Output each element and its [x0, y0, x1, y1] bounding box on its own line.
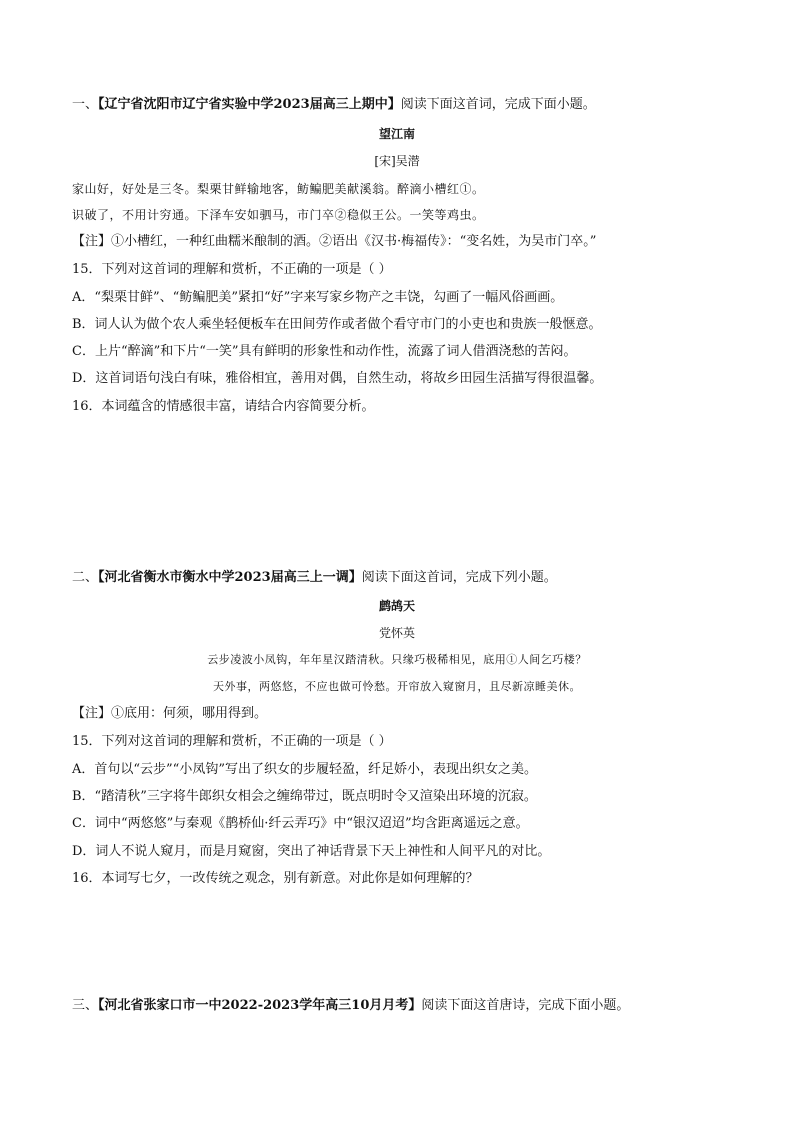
- poem-line: 天外事，两悠悠，不应也做可怜愁。开帘放入窥窗月，且尽新凉睡美休。: [213, 680, 581, 693]
- section-number: 一、: [72, 97, 99, 112]
- question-16: 16．本词蕴含的情感很丰富，请结合内容简要分析。: [72, 399, 375, 414]
- option-b: B．“踏清秋”三字将牛郎织女相会之缠绵带过，既点明时令又渲染出环境的沉寂。: [72, 789, 537, 804]
- poem-note: 【注】①底用：何须，哪用得到。: [72, 706, 268, 721]
- section-source: 【辽宁省沈阳市辽宁省实验中学2023届高三上期中】: [98, 97, 401, 112]
- option-c: C．上片“醉滴”和下片“一笑”具有鲜明的形象性和动作性，流露了词人借酒浇愁的苦闷。: [72, 344, 577, 359]
- poem-author: 党怀英: [378, 626, 415, 640]
- section-source: 【河北省张家口市一中2022-2023学年高三10月月考】: [98, 998, 422, 1013]
- section-instruction: 阅读下面这首唐诗，完成下面小题。: [421, 998, 630, 1013]
- poem-title: 望江南: [378, 127, 415, 141]
- question-15: 15．下列对这首词的理解和赏析，不正确的一项是（ ）: [72, 734, 392, 749]
- option-d: D．词人不说人窥月，而是月窥窗，突出了神话背景下天上神性和人间平凡的对比。: [72, 844, 551, 859]
- poem-line: 云步凌波小凤钩，年年星汉踏清秋。只缘巧极稀相见，底用①人间乞巧楼？: [207, 653, 587, 666]
- section-instruction: 阅读下面这首词，完成下列小题。: [361, 570, 557, 585]
- option-d: D．这首词语句浅白有味，雅俗相宜，善用对偶，自然生动，将故乡田园生活描写得很温馨。: [72, 371, 603, 386]
- question-15: 15．下列对这首词的理解和赏析，不正确的一项是（ ）: [72, 262, 392, 277]
- poem-title: 鹧鸪天: [378, 599, 415, 613]
- section-1-heading: [72, 97, 596, 113]
- option-c: C．词中“两悠悠”与秦观《鹊桥仙·纤云弄巧》中“银汉迢迢”均含距离遥远之意。: [72, 816, 529, 831]
- option-a: A．首句以“云步”“小凤钩”写出了织女的步履轻盈，纤足娇小，表现出织女之美。: [72, 762, 537, 777]
- section-number: 三、: [72, 998, 99, 1013]
- poem-note: 【注】①小槽红，一种红曲糯米酿制的酒。②语出《汉书·梅福传》：“变名姓，为吴市门卒。”: [72, 234, 597, 249]
- section-instruction: 阅读下面这首词，完成下面小题。: [400, 97, 596, 112]
- option-a: A．“梨栗甘鲜”、“鲂鳊肥美”紧扣“好”字来写家乡物产之丰饶，勾画了一幅风俗画画。: [72, 290, 564, 305]
- poem-line: 家山好，好处是三冬。梨栗甘鲜输地客，鲂鳊肥美献溪翁。醉滴小槽红①。: [72, 182, 485, 196]
- section-number: 二、: [72, 570, 99, 585]
- section-3-heading: [72, 998, 629, 1014]
- poem-line: 识破了，不用计穷通。下泽车安如驷马，市门卒②稳似王公。一笑等鸡虫。: [72, 208, 485, 222]
- question-16: 16．本词写七夕，一改传统之观念，别有新意。对此你是如何理解的？: [72, 871, 479, 886]
- option-b: B．词人认为做个农人乘坐轻便板车在田间劳作或者做个看守市门的小吏也和贵族一般惬意。: [72, 317, 602, 332]
- poem-author: [宋]吴潜: [374, 154, 420, 168]
- section-2-heading: [72, 570, 557, 586]
- section-source: 【河北省衡水市衡水中学2023届高三上一调】: [98, 570, 362, 585]
